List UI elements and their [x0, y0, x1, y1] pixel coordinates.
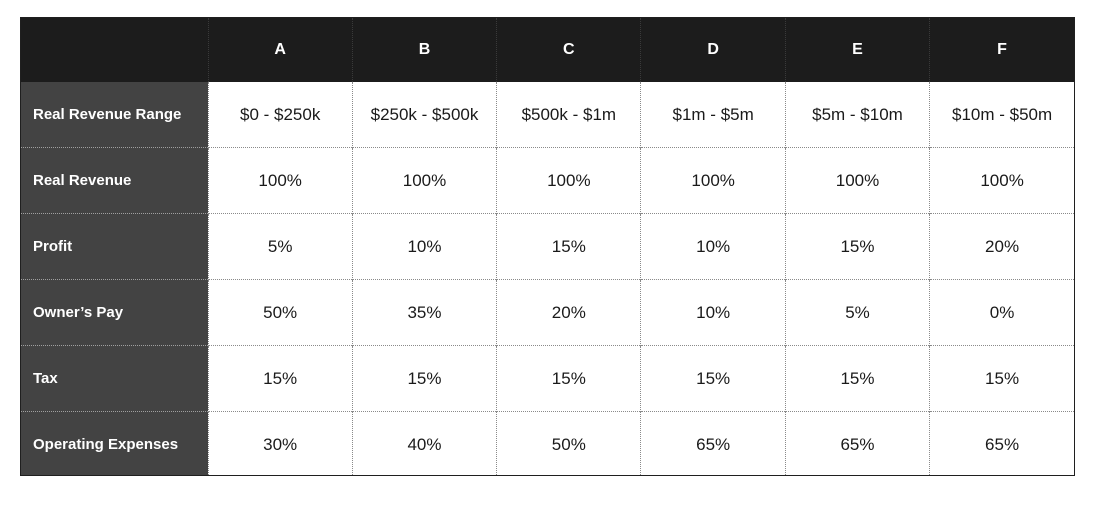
- table-cell: 5%: [785, 280, 929, 346]
- column-header-e: E: [785, 18, 929, 82]
- table-cell: 15%: [785, 346, 929, 412]
- table-cell: 30%: [208, 412, 352, 477]
- table-cell: $5m - $10m: [785, 82, 929, 148]
- column-header-f: F: [930, 18, 1074, 82]
- header-row: [21, 18, 1074, 82]
- table-cell: 15%: [352, 346, 496, 412]
- column-header-c: C: [497, 18, 641, 82]
- table-row: [21, 148, 1074, 214]
- table-cell: 100%: [208, 148, 352, 214]
- row-label-profit: Profit: [21, 214, 208, 280]
- table-cell: 20%: [930, 214, 1074, 280]
- table-cell: $250k - $500k: [352, 82, 496, 148]
- table-cell: 65%: [930, 412, 1074, 477]
- table-cell: 5%: [208, 214, 352, 280]
- table-cell: $0 - $250k: [208, 82, 352, 148]
- table-cell: 15%: [208, 346, 352, 412]
- column-header-b: B: [352, 18, 496, 82]
- table-cell: 65%: [641, 412, 785, 477]
- table-cell: 10%: [352, 214, 496, 280]
- table-cell: 10%: [641, 214, 785, 280]
- row-label-owners-pay: Owner’s Pay: [21, 280, 208, 346]
- row-label-operating-expenses: Operating Expenses: [21, 412, 208, 477]
- column-header-d: D: [641, 18, 785, 82]
- table-cell: 15%: [930, 346, 1074, 412]
- table-cell: 100%: [785, 148, 929, 214]
- table-cell: 100%: [497, 148, 641, 214]
- table-cell: 65%: [785, 412, 929, 477]
- table-row: [21, 280, 1074, 346]
- table-cell: 100%: [930, 148, 1074, 214]
- allocation-grid: [21, 18, 1074, 476]
- table-cell: $1m - $5m: [641, 82, 785, 148]
- table-cell: 35%: [352, 280, 496, 346]
- row-label-tax: Tax: [21, 346, 208, 412]
- row-label-real-revenue-range: Real Revenue Range: [21, 82, 208, 148]
- table-cell: 100%: [352, 148, 496, 214]
- table-cell: 100%: [641, 148, 785, 214]
- table-cell: 15%: [497, 214, 641, 280]
- row-label-real-revenue: Real Revenue: [21, 148, 208, 214]
- table-cell: 15%: [785, 214, 929, 280]
- table-cell: 50%: [497, 412, 641, 477]
- corner-cell: [21, 18, 208, 82]
- table-cell: 15%: [641, 346, 785, 412]
- allocation-table: [20, 17, 1075, 476]
- column-header-a: A: [208, 18, 352, 82]
- table-cell: 50%: [208, 280, 352, 346]
- table-row: [21, 214, 1074, 280]
- table-cell: $500k - $1m: [497, 82, 641, 148]
- table-cell: 15%: [497, 346, 641, 412]
- table-row: [21, 82, 1074, 148]
- table-cell: 0%: [930, 280, 1074, 346]
- table-cell: 20%: [497, 280, 641, 346]
- table-cell: $10m - $50m: [930, 82, 1074, 148]
- table-row: [21, 412, 1074, 477]
- table-cell: 10%: [641, 280, 785, 346]
- table-cell: 40%: [352, 412, 496, 477]
- table-row: [21, 346, 1074, 412]
